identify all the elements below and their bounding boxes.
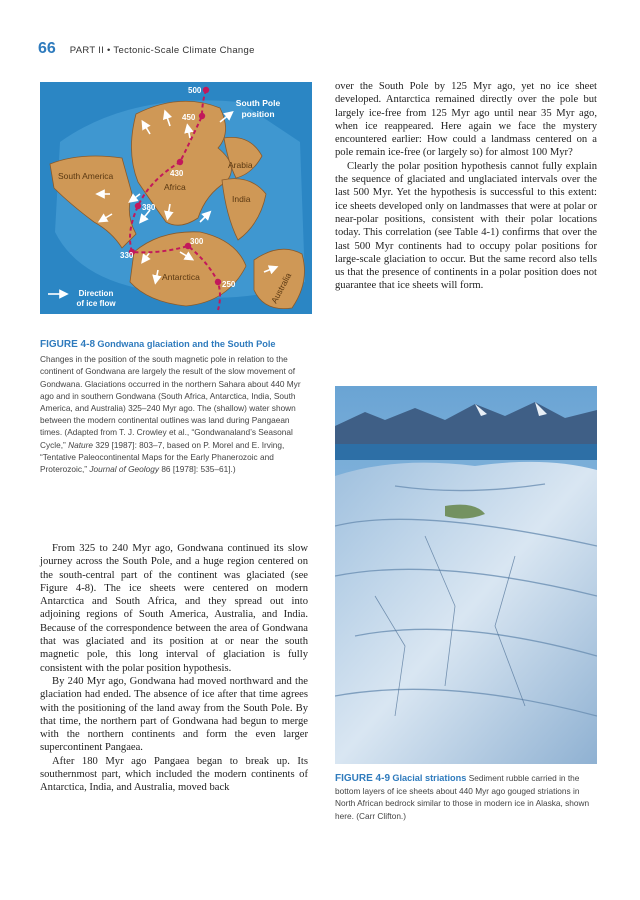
paragraph: After 180 Myr ago Pangaea began to break up. Its southernmost part, which included the modern continents of Antarctica, India, and Australia, moved back [40,755,308,794]
paragraph: By 240 Myr ago, Gondwana had moved northward and the glaciation had ended. The absence of ice after that time agrees with the positioning of the land away from the South Pole. By that time, the northern part of Gondwana had begun to merge with the northern continents and form the even larger supercontinent Pangaea. [40,675,308,754]
figure-4-8-caption-mid: 329 [1987]: 803–7, based on P. Morel and E. Irving, “Tentative Paleocontinental Maps for the Early Phanerozoic and Proterozoic,” [40,439,285,475]
figure-4-9-caption-text: Sediment rubble carried in the bottom layers of ice sheets about 440 Myr ago gouged striations in North African bedrock similar to those in modern ice in Alaska, shown here. (Carr Clifton.) [335,773,590,821]
label-australia: Australia [268,271,294,305]
pole-age-380: 380 [142,203,156,212]
paragraph: over the South Pole by 125 Myr ago, yet no ice sheet developed. Antarctica remained directly over the pole but largely ice-free from 125 Myr ago until near 35 Myr ago, when ice reappeared. Here again we face the mystery encountered earlier: How could a landmass centered on a pole remain ice-free (or largely so) for almost 100 Myr? [335,81,597,159]
pole-age-500: 500 [188,86,202,95]
figure-4-9-caption [335,772,597,822]
pole-point-500 [203,87,209,93]
pole-age-300: 300 [190,237,204,246]
figure-4-8-caption-end: 86 [1978]: 535–61].) [161,464,236,475]
right-column-text [335,80,597,293]
pole-point-380 [135,203,141,209]
figure-4-9-label: FIGURE 4-9 [335,773,391,784]
label-africa: Africa [164,182,186,192]
paragraph: Clearly the polar position hypothesis cannot fully explain the sequence of glaciated and unglaciated intervals over the last 500 Myr. Yet the hypothesis is successful to this extent: ice sheets developed only on landmasses that were at polar or near-polar positions, consistent with their polar locations today. This correlation (see Table 4-1) confirms that over the last 500 Myr continents had to occupy polar positions for large-scale glaciation to occur. But the same record also tells us that the presence of continents in a polar position does not guarantee that ice sheets will form. [335,160,597,292]
running-title: PART II • Tectonic-Scale Climate Change [69,45,255,56]
legend-of-ice-flow: of ice flow [76,299,116,308]
paragraph: From 325 to 240 Myr ago, Gondwana continued its slow journey across the South Pole, and a huge region centered on the south-central part of the continent was glaciated (see Figure 4-8). The ice sheets were centered on modern Antarctica and South Africa, and they spread out into adjoining regions of South America, Australia, and India. Because of the correspondence between the area of Gondwana that was glaciated and its position at or near the south magnetic pole, this long interval of glaciation is fully consistent with the polar position hypothesis. [40,543,308,674]
label-antarctica: Antarctica [162,272,200,282]
left-column-text [40,542,308,795]
figure-4-8-title: Gondwana glaciation and the South Pole [97,339,276,349]
label-arabia: Arabia [228,160,253,170]
pole-point-430 [177,159,183,165]
page-header [38,40,255,58]
label-india: India [232,194,251,204]
label-south-pole-position-2: position [241,109,275,119]
label-south-america: South America [58,171,114,181]
page-number: 66 [38,40,56,57]
figure-4-8-caption [40,338,312,475]
gondwana-map [40,82,312,314]
glacial-striations-photo [335,386,597,764]
pole-point-450 [199,113,205,119]
pole-age-450: 450 [182,113,196,122]
figure-4-8-caption-text: Changes in the position of the south magnetic pole in relation to the continent of Gondwana are largely the result of the slow movement of Gondwana. Glaciations occurred in the northern Sahara about 440 Myr ago and in southern Gondwana (South Africa, Antarctica, India, South America, and Australia) 325–240 Myr ago. The (shallow) water shown between the modern continental outlines was land during Pangaean times. (Adapted from T. J. Crowley et al., “Gondwanaland’s Seasonal Cycle,” [40,354,301,450]
pole-age-430: 430 [170,169,184,178]
pole-age-330: 330 [120,251,134,260]
figure-4-8-label: FIGURE 4-8 [40,339,96,350]
label-south-pole-position-1: South Pole [235,98,281,108]
figure-4-8-journal-1: Nature [68,439,94,450]
figure-4-8-journal-2: Journal of Geology [89,464,159,475]
pole-age-250: 250 [222,280,236,289]
figure-4-9-title: Glacial striations [392,773,467,783]
pole-point-250 [215,279,221,285]
legend-direction: Direction [78,289,114,298]
